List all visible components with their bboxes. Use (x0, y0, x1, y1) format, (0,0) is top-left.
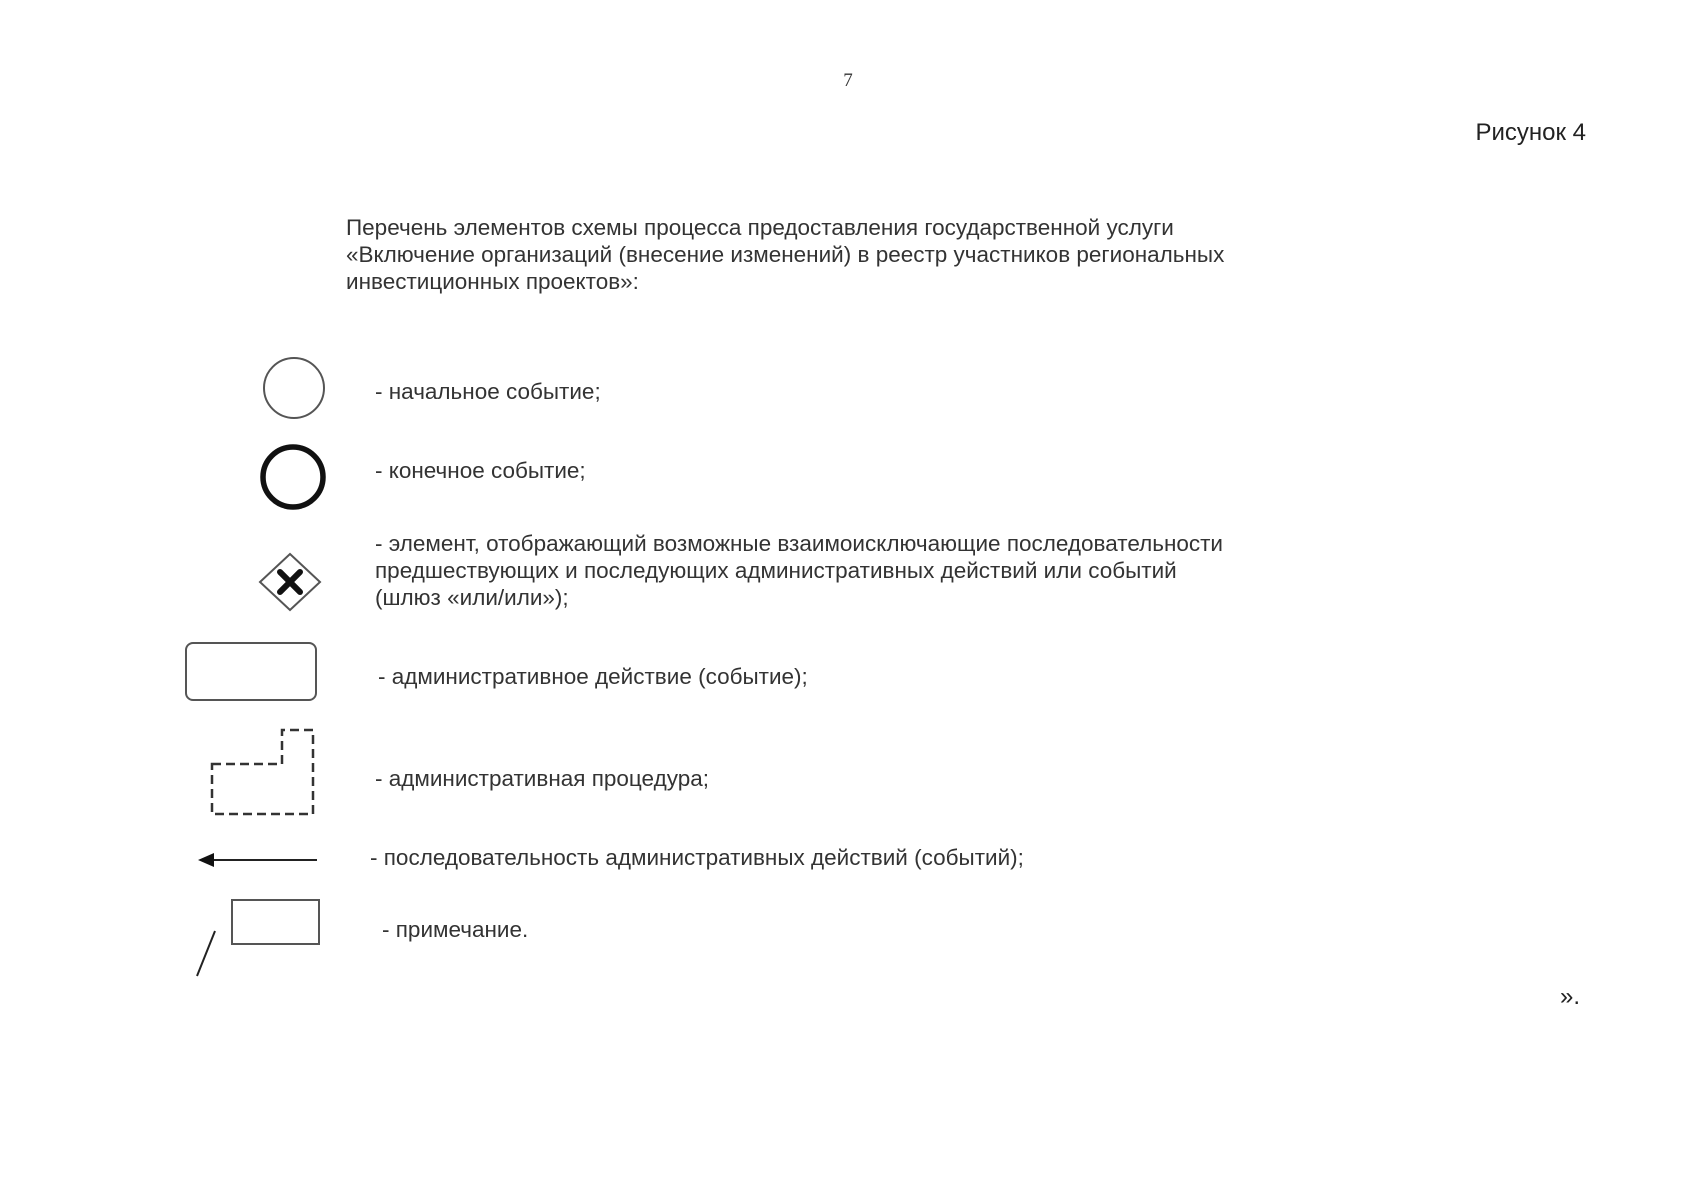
legend-item-gateway (375, 530, 1223, 611)
legend-item-end-event (375, 457, 586, 484)
legend-item-label: предшествующих и последующих административных действий или событий (375, 558, 1177, 583)
page-number: 7 (843, 70, 853, 91)
legend-item-admin-action (378, 663, 808, 690)
legend-heading (346, 214, 1346, 295)
heading-line: «Включение организаций (внесение изменений) в реестр участников региональных (346, 242, 1225, 267)
closing-quote: ». (1560, 983, 1581, 1010)
legend-item-admin-procedure (375, 765, 709, 792)
legend-item-label: (шлюз «или/или»); (375, 585, 569, 610)
legend-item-label: - административное действие (событие); (378, 664, 808, 689)
figure-label: Рисунок 4 (1475, 119, 1586, 146)
annotation-icon (192, 896, 322, 980)
legend-item-label: - примечание. (382, 917, 529, 942)
end-event-circle-icon (257, 441, 332, 516)
heading-line: инвестиционных проектов»: (346, 269, 639, 294)
legend-item-label: - последовательность административных действий (событий); (370, 845, 1024, 870)
arrow-left-icon (196, 850, 320, 870)
exclusive-gateway-icon (258, 550, 328, 620)
rounded-rectangle-icon (184, 641, 320, 703)
legend-item-label: - административная процедура; (375, 766, 709, 791)
legend-item-sequence (370, 844, 1024, 871)
start-event-circle-icon (260, 354, 330, 424)
legend-item-label: - элемент, отображающий возможные взаимоисключающие последовательности (375, 531, 1224, 556)
legend-item-label: - конечное событие; (375, 458, 586, 483)
legend-item-label: - начальное событие; (375, 379, 601, 404)
legend-item-annotation (382, 916, 528, 943)
heading-line: Перечень элементов схемы процесса предоставления государственной услуги (346, 215, 1174, 240)
legend-item-start-event (375, 378, 601, 405)
dashed-procedure-icon (208, 726, 320, 818)
